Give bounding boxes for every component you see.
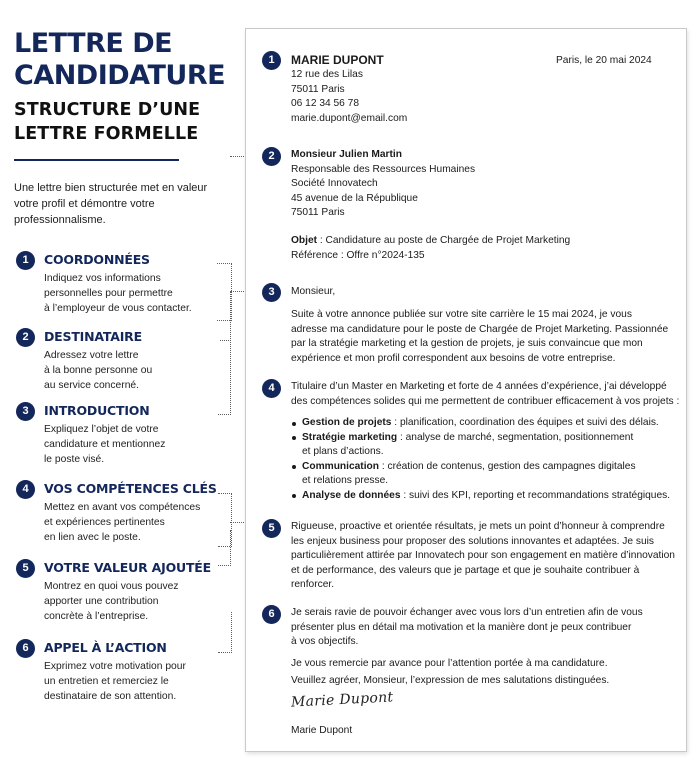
- step-description-line: candidature et mentionnez: [44, 439, 166, 450]
- recipient-line: Responsable des Ressources Humaines: [291, 163, 476, 175]
- paragraph-line: Titulaire d’un Master en Marketing et forte de 4 années d’expérience, j’ai développé: [291, 381, 667, 392]
- reference-line: Référence : Offre n°2024-135: [291, 249, 425, 261]
- recipient-name: Monsieur Julien Martin: [291, 149, 402, 160]
- paragraph-line: les enjeux business pour proposer des solutions innovantes et adaptées. Je suis: [291, 535, 655, 547]
- subject-text: : Candidature au poste de Chargée de Projet Marketing: [317, 235, 571, 246]
- paragraph-line: et de performance, des valeurs que je partage et que je souhaite contribuer à: [291, 564, 640, 576]
- recipient-line: 75011 Paris: [291, 207, 345, 218]
- list-item-label: Analyse de données: [302, 489, 401, 501]
- list-item: [291, 416, 670, 431]
- step-description-line: Adressez votre lettre: [44, 350, 139, 361]
- letter-date: Paris, le 20 mai 2024: [556, 55, 652, 66]
- sender-address-line: 12 rue des Lilas: [291, 69, 363, 80]
- subtitle-line: LETTRE FORMELLE: [14, 124, 199, 144]
- sender-block: [291, 52, 407, 126]
- list-item-line: [302, 489, 670, 504]
- step-description-line: un entretien et remerciez le: [44, 676, 169, 687]
- step-number-badge: 4: [16, 480, 35, 499]
- step-description-line: en lien avec le poste.: [44, 532, 141, 543]
- connector-bracket: [218, 388, 231, 415]
- paragraph-line: particulièrement attirée par Innovatech pour son engagement en matière d’innovation: [291, 550, 675, 561]
- intro-text: Une lettre bien structurée met en valeur votre profil et démontre votre professionnalisme.: [14, 182, 208, 226]
- step-description: [44, 422, 219, 467]
- paragraph-line: Suite à votre annonce publiée sur votre site carrière le 15 mai 2024, je vous: [291, 309, 632, 320]
- action-paragraph: [291, 606, 643, 650]
- marker-badge: 2: [262, 147, 281, 166]
- step-description-line: apporter une contribution: [44, 596, 159, 607]
- step-number-badge: 5: [16, 559, 35, 578]
- marker-badge: 5: [262, 519, 281, 538]
- list-item: [291, 431, 670, 460]
- list-item-line: [302, 460, 670, 475]
- paragraph-line: renforcer.: [291, 579, 335, 590]
- step-description-line: Exprimez votre motivation pour: [44, 661, 186, 672]
- title-divider: [14, 159, 179, 161]
- subtitle: [14, 98, 244, 146]
- subtitle-line: STRUCTURE D’UNE: [14, 100, 201, 120]
- list-item: [291, 460, 670, 489]
- step-number-badge: 6: [16, 639, 35, 658]
- paragraph-line: adresse ma candidature pour le poste de Chargée de Projet Marketing. Passionnée: [291, 323, 669, 335]
- subject-block: [291, 234, 570, 263]
- connector-line: [230, 530, 231, 566]
- list-item-label: Gestion de projets: [302, 417, 392, 428]
- step-description-line: destinataire de son attention.: [44, 691, 177, 702]
- marker-badge: 1: [262, 51, 281, 70]
- list-item: [291, 489, 670, 504]
- step-description-line: Indiquez vos informations: [44, 273, 161, 284]
- connector-bracket: [218, 612, 232, 653]
- list-item-line: [302, 431, 670, 446]
- step-number-badge: 2: [16, 328, 35, 347]
- step-title: DESTINATAIRE: [44, 329, 142, 344]
- skills-list: [291, 416, 670, 503]
- marker-badge: 3: [262, 283, 281, 302]
- list-item-text: et plans d’actions.: [302, 446, 384, 457]
- list-item-text: : analyse de marché, segmentation, positionnement: [397, 431, 634, 443]
- paragraph-line: par la stratégie marketing et la gestion de projets, je suis convaincue que mon: [291, 338, 643, 349]
- step-description: [44, 500, 219, 545]
- step-description-line: Mettez en avant vos compétences: [44, 502, 201, 513]
- marker-badge: 6: [262, 605, 281, 624]
- paragraph-line: expérience et mon profil correspondent aux besoins de votre entreprise.: [291, 352, 616, 364]
- main-title-line: CANDIDATURE: [14, 60, 226, 91]
- closing-line: Veuillez agréer, Monsieur, l’expression de mes salutations distinguées.: [291, 675, 610, 686]
- step-title: COORDONNÉES: [44, 252, 150, 267]
- step-number-badge: 1: [16, 251, 35, 270]
- paragraph-line: Je serais ravie de pouvoir échanger avec vous lors d’un entretien afin de vous: [291, 607, 643, 618]
- subject-line: [291, 234, 570, 249]
- handwritten-signature: Marie Dupont: [290, 689, 394, 711]
- step-description-line: personnelles pour permettre: [44, 288, 173, 299]
- main-title: [14, 28, 244, 92]
- subject-label: Objet: [291, 235, 318, 246]
- recipient-line: 45 avenue de la République: [291, 192, 418, 204]
- sender-phone: 06 12 34 56 78: [291, 98, 359, 109]
- intro-paragraph: [291, 308, 668, 366]
- signed-name: Marie Dupont: [291, 725, 353, 736]
- skills-paragraph: [291, 380, 679, 409]
- step-description-line: concrète à l’entreprise.: [44, 611, 149, 622]
- step-description: [44, 659, 219, 704]
- paragraph-line: des compétences solides qui me permettent de contribuer efficacement à vos projets :: [291, 395, 680, 407]
- step-description-line: au service concerné.: [44, 380, 140, 391]
- paragraph-line: Rigueuse, proactive et orientée résultats, je mets un point d’honneur à comprendre: [291, 521, 665, 532]
- step-description: [44, 579, 219, 624]
- step-description-line: Montrez en quoi vous pouvez: [44, 581, 179, 592]
- salutation: Monsieur,: [291, 286, 336, 297]
- recipient-line: Société Innovatech: [291, 178, 378, 189]
- step-description: [44, 271, 219, 316]
- list-item-text: : planification, coordination des équipes et suivi des délais.: [391, 417, 659, 428]
- step-description-line: le poste visé.: [44, 454, 105, 465]
- list-item-line: [302, 416, 670, 431]
- step-description-line: Expliquez l’objet de votre: [44, 424, 159, 435]
- sender-email: marie.dupont@email.com: [291, 112, 408, 124]
- sender-address-line: 75011 Paris: [291, 83, 345, 95]
- step-description-line: à l’employeur de vous contacter.: [44, 303, 192, 314]
- list-item-text: et relations presse.: [302, 475, 389, 486]
- list-item-text: : suivi des KPI, reporting et recommandations stratégiques.: [400, 489, 671, 501]
- step-description: [44, 348, 219, 393]
- main-title-line: LETTRE DE: [14, 28, 173, 59]
- list-item-label: Stratégie marketing: [302, 431, 398, 443]
- list-item-text: : création de contenus, gestion des campagnes digitales: [378, 460, 636, 472]
- step-title: VOS COMPÉTENCES CLÉS: [44, 481, 217, 496]
- recipient-block: [291, 148, 475, 221]
- step-description-line: à la bonne personne ou: [44, 365, 153, 376]
- step-description-line: et expériences pertinentes: [44, 517, 165, 528]
- sender-name: MARIE DUPONT: [291, 53, 384, 67]
- paragraph-line: à vos objectifs.: [291, 636, 359, 647]
- step-title: INTRODUCTION: [44, 403, 150, 418]
- step-title: APPEL À L’ACTION: [44, 640, 167, 655]
- value-paragraph: [291, 520, 675, 593]
- step-title: VOTRE VALEUR AJOUTÉE: [44, 560, 211, 575]
- step-number-badge: 3: [16, 402, 35, 421]
- thanks-line: Je vous remercie par avance pour l’attention portée à ma candidature.: [291, 658, 608, 669]
- list-item-label: Communication: [302, 460, 379, 472]
- marker-badge: 4: [262, 379, 281, 398]
- paragraph-line: présenter plus en détail ma motivation et la manière dont je peux contribuer: [291, 621, 632, 633]
